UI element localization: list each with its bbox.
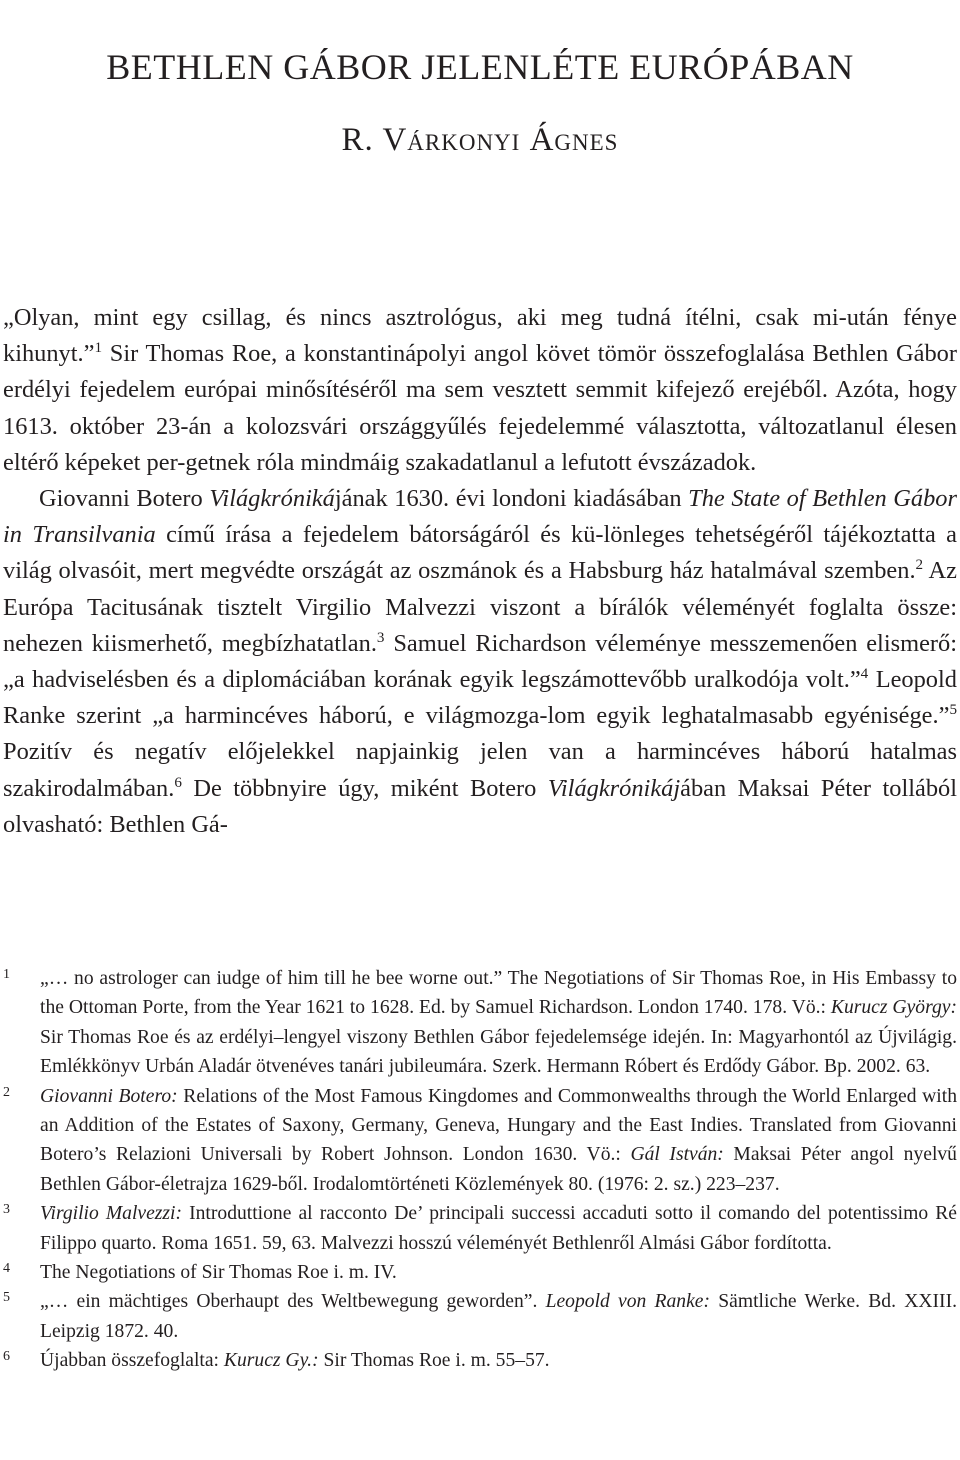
footnote-6 <box>3 1346 957 1375</box>
text-run: Maksai Péter angol nyelvű Bethlen Gábor-életrajza 1629-ből. Irodalomtörténeti Közlemények 80. (1976: 2. sz.) 223–237. <box>40 1144 957 1195</box>
footnotes <box>3 964 957 1376</box>
footnote-3 <box>3 1199 957 1258</box>
footnote-ref-6: 6 <box>174 774 182 791</box>
article-author: R. Várkonyi Ágnes <box>341 122 619 158</box>
footnote-1 <box>3 964 957 1082</box>
footnote-number: 2 <box>3 1084 10 1100</box>
footnote-number: 4 <box>3 1261 10 1277</box>
text-run: Az Európa Tacitusának tisztelt Virgilio Malvezzi viszont a bírálók véleményét foglalta össze: nehezen kiismerhető, megbízhatatlan. <box>3 557 957 657</box>
text-run: Sir Thomas Roe i. m. 55–57. <box>318 1350 550 1372</box>
text-run: Introduttione al racconto De’ principali successi accaduti sotto il comando del potentissimo Ré Filippo quarto. Roma 1651. 59, 63. Malvezzi hosszú véleményét Bethlenről Almási Gábor fordította. <box>40 1203 957 1254</box>
footnote-ref-1: 1 <box>94 340 103 357</box>
text-run: De többnyire úgy, miként Botero <box>181 774 548 802</box>
text-run: Újabban összefoglalta: <box>40 1350 224 1372</box>
text-run: Sir Thomas Roe, a konstantinápolyi angol követ tömör összefoglalása Bethlen Gábor erdélyi fejedelem európai minősítéséről ma sem vesztett semmit kifejező erejéből. Azóta, hogy 1613. október 23-án a kolozsvári országgyűlés fejedelemmé választotta, változatlanul élesen eltérő képeket per-getnek róla mindmáig szakadatlanul a lefutott évszázadok. <box>3 340 957 476</box>
text-run: „… ein mächtiges Oberhaupt des Weltbewegung geworden”. <box>40 1291 546 1313</box>
main-text <box>3 300 957 843</box>
text-run: jának 1630. évi londoni kiadásában <box>334 485 689 513</box>
article-title: BETHLEN GÁBOR JELENLÉTE EURÓPÁBAN <box>106 47 854 87</box>
text-run: Samuel Richardson véleménye messzemenően elismerő: „a hadviselésben és a diplomáciában korának egyik legszámottevőbb uralkodója volt.” <box>3 629 957 694</box>
text-run: „… no astrologer can iudge of him till he bee worne out.” The Negotiations of Sir Thomas Roe, in His Embassy to the Ottoman Porte, from the Year 1621 to 1628. Ed. by Samuel Richardson. London 1740. 178. Vö.: <box>40 968 957 1019</box>
text-run: című írása a fejedelem bátorságáról és kü-lönleges tehetségéről tájékoztatta a világ olvasóit, mert megvédte országát az oszmánok és a Habsburg ház hatalmával szemben. <box>3 521 957 585</box>
italic-text-run: The State of Bethlen Gábor in Transilvania <box>3 485 957 549</box>
italic-text-run: Leopold von Ranke: <box>545 1291 711 1313</box>
footnote-ref-5: 5 <box>949 702 957 719</box>
footnote-2 <box>3 1082 957 1200</box>
text-run: Sämtliche Werke. Bd. XXIII. Leipzig 1872. 40. <box>40 1291 957 1342</box>
paragraph-2 <box>3 481 957 843</box>
footnote-number: 6 <box>3 1349 10 1365</box>
italic-text-run: Kurucz György: <box>830 997 957 1019</box>
footnote-ref-2: 2 <box>915 557 924 574</box>
text-run: ában Maksai Péter tollából olvasható: Bethlen Gá- <box>3 774 957 838</box>
footnote-number: 3 <box>3 1202 10 1218</box>
italic-text-run: Giovanni Botero: <box>40 1085 178 1107</box>
footnote-4 <box>3 1258 957 1287</box>
italic-text-run: Kurucz Gy.: <box>223 1350 319 1372</box>
text-run: Pozitív és negatív előjelekkel napjainkig jelen van a harmincéves háború hatalmas szakirodalmában. <box>3 738 957 802</box>
footnote-number: 1 <box>3 967 10 982</box>
footnote-number: 5 <box>3 1290 10 1306</box>
text-run: Relations of the Most Famous Kingdomes and Commonwealths through the World Enlarged with an Addition of the Estates of Saxony, Germany, Geneva, Hungary and the East Indies. Translated from Giovanni Botero’s Relazioni Universali by Robert Johnson. London 1630. Vö.: <box>40 1085 957 1166</box>
paragraph-1 <box>3 300 957 481</box>
footnote-ref-3: 3 <box>376 629 385 646</box>
italic-text-run: Világkróniká <box>209 485 335 513</box>
italic-text-run: Virgilio Malvezzi: <box>40 1203 183 1225</box>
footnote-5 <box>3 1287 957 1346</box>
text-run: Sir Thomas Roe és az erdélyi–lengyel viszony Bethlen Gábor fejedelemsége idején. In: Magyarhontól az Újvilágig. Emlékkönyv Urbán Aladár ötvenéves tanári jubileumára. Szerk. Hermann Róbert és Erdődy Gábor. Bp. 2002. 63. <box>40 1026 957 1078</box>
text-run: „Olyan, mint egy csillag, és nincs asztrológus, aki meg tudná ítélni, csak mi-után fénye kihunyt.” <box>3 304 957 368</box>
italic-text-run: Világkrónikáj <box>547 774 681 802</box>
text-run: Leopold Ranke szerint „a harmincéves háború, e világmozga-lom egyik leghatalmasabb egyénisége.” <box>3 666 957 730</box>
text-run: Giovanni Botero <box>39 485 210 513</box>
text-run: The Negotiations of Sir Thomas Roe i. m. IV. <box>40 1262 397 1284</box>
footnote-ref-4: 4 <box>860 665 869 682</box>
italic-text-run: Gál István: <box>630 1144 724 1166</box>
